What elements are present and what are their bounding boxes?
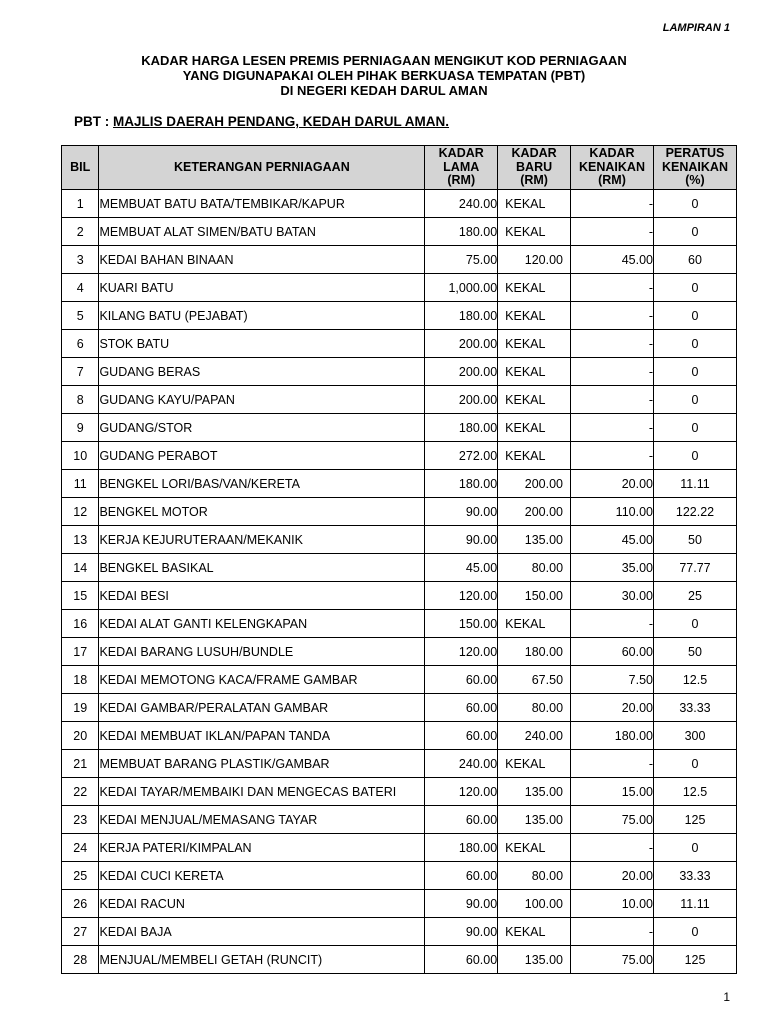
cell-peratus-kenaikan: 0 [653, 918, 736, 946]
cell-peratus-kenaikan: 12.5 [653, 778, 736, 806]
header-kadar-kenaikan: KADAR KENAIKAN (RM) [571, 146, 654, 190]
title-line-2: YANG DIGUNAPAKAI OLEH PIHAK BERKUASA TEMPATAN (PBT) [182, 68, 586, 83]
cell-peratus-kenaikan: 122.22 [653, 498, 736, 526]
cell-keterangan: KERJA PATERI/KIMPALAN [99, 834, 425, 862]
cell-peratus-kenaikan: 77.77 [653, 554, 736, 582]
cell-bil: 7 [62, 358, 99, 386]
table-row [62, 918, 737, 946]
cell-bil: 17 [62, 638, 99, 666]
table-row [62, 470, 737, 498]
cell-keterangan: MEMBUAT BATU BATA/TEMBIKAR/KAPUR [99, 190, 425, 218]
cell-kadar-kenaikan: - [571, 274, 654, 302]
cell-kadar-lama: 60.00 [425, 946, 498, 974]
cell-kadar-baru: 135.00 [498, 946, 571, 974]
cell-kadar-kenaikan: - [571, 330, 654, 358]
table-row [62, 526, 737, 554]
table-row [62, 554, 737, 582]
cell-peratus-kenaikan: 33.33 [653, 862, 736, 890]
cell-peratus-kenaikan: 0 [653, 750, 736, 778]
fee-table [61, 145, 737, 974]
table-header-row [62, 146, 737, 190]
header-kadar-baru: KADAR BARU (RM) [498, 146, 571, 190]
cell-kadar-lama: 60.00 [425, 666, 498, 694]
cell-peratus-kenaikan: 11.11 [653, 890, 736, 918]
cell-bil: 5 [62, 302, 99, 330]
table-row [62, 666, 737, 694]
cell-peratus-kenaikan: 0 [653, 834, 736, 862]
cell-keterangan: KEDAI BAHAN BINAAN [99, 246, 425, 274]
cell-kadar-kenaikan: - [571, 218, 654, 246]
cell-kadar-kenaikan: - [571, 386, 654, 414]
cell-bil: 28 [62, 946, 99, 974]
table-row [62, 610, 737, 638]
table-row [62, 582, 737, 610]
cell-bil: 4 [62, 274, 99, 302]
cell-bil: 15 [62, 582, 99, 610]
document-title [0, 53, 768, 98]
cell-kadar-baru: 135.00 [498, 778, 571, 806]
cell-bil: 25 [62, 862, 99, 890]
cell-kadar-kenaikan: 60.00 [571, 638, 654, 666]
cell-peratus-kenaikan: 0 [653, 218, 736, 246]
cell-keterangan: GUDANG PERABOT [99, 442, 425, 470]
cell-kadar-lama: 60.00 [425, 694, 498, 722]
cell-bil: 26 [62, 890, 99, 918]
cell-kadar-baru: KEKAL [498, 190, 571, 218]
table-row [62, 414, 737, 442]
cell-kadar-lama: 1,000.00 [425, 274, 498, 302]
cell-peratus-kenaikan: 300 [653, 722, 736, 750]
cell-kadar-baru: KEKAL [498, 414, 571, 442]
cell-bil: 19 [62, 694, 99, 722]
cell-kadar-kenaikan: 7.50 [571, 666, 654, 694]
cell-bil: 11 [62, 470, 99, 498]
cell-bil: 20 [62, 722, 99, 750]
cell-kadar-baru: 80.00 [498, 554, 571, 582]
cell-kadar-lama: 60.00 [425, 722, 498, 750]
cell-bil: 24 [62, 834, 99, 862]
cell-kadar-lama: 90.00 [425, 890, 498, 918]
cell-keterangan: KEDAI BAJA [99, 918, 425, 946]
cell-kadar-lama: 180.00 [425, 834, 498, 862]
page-number: 1 [723, 990, 730, 1004]
cell-kadar-kenaikan: - [571, 918, 654, 946]
cell-kadar-baru: KEKAL [498, 218, 571, 246]
header-keterangan: KETERANGAN PERNIAGAAN [99, 146, 425, 190]
header-kadar-lama: KADAR LAMA (RM) [425, 146, 498, 190]
cell-kadar-kenaikan: - [571, 358, 654, 386]
cell-peratus-kenaikan: 0 [653, 442, 736, 470]
cell-kadar-baru: KEKAL [498, 918, 571, 946]
cell-bil: 22 [62, 778, 99, 806]
table-row [62, 890, 737, 918]
cell-peratus-kenaikan: 60 [653, 246, 736, 274]
cell-bil: 3 [62, 246, 99, 274]
table-row [62, 386, 737, 414]
cell-kadar-lama: 180.00 [425, 302, 498, 330]
cell-keterangan: KEDAI ALAT GANTI KELENGKAPAN [99, 610, 425, 638]
cell-kadar-lama: 200.00 [425, 358, 498, 386]
cell-keterangan: GUDANG KAYU/PAPAN [99, 386, 425, 414]
cell-kadar-baru: KEKAL [498, 358, 571, 386]
cell-kadar-lama: 90.00 [425, 498, 498, 526]
cell-kadar-lama: 45.00 [425, 554, 498, 582]
cell-kadar-lama: 60.00 [425, 862, 498, 890]
cell-kadar-kenaikan: 75.00 [571, 806, 654, 834]
cell-kadar-lama: 75.00 [425, 246, 498, 274]
table-body [62, 190, 737, 974]
cell-keterangan: KEDAI TAYAR/MEMBAIKI DAN MENGECAS BATERI [99, 778, 425, 806]
cell-kadar-lama: 90.00 [425, 526, 498, 554]
cell-keterangan: KILANG BATU (PEJABAT) [99, 302, 425, 330]
cell-kadar-lama: 180.00 [425, 218, 498, 246]
title-line-3: DI NEGERI KEDAH DARUL AMAN [280, 83, 488, 98]
cell-kadar-lama: 200.00 [425, 330, 498, 358]
table-row [62, 778, 737, 806]
table-row [62, 694, 737, 722]
cell-peratus-kenaikan: 0 [653, 330, 736, 358]
cell-kadar-baru: 200.00 [498, 470, 571, 498]
table-row [62, 862, 737, 890]
cell-kadar-lama: 200.00 [425, 386, 498, 414]
table-row [62, 302, 737, 330]
cell-kadar-kenaikan: - [571, 442, 654, 470]
table-row [62, 638, 737, 666]
table-row [62, 218, 737, 246]
cell-bil: 23 [62, 806, 99, 834]
cell-keterangan: KERJA KEJURUTERAAN/MEKANIK [99, 526, 425, 554]
cell-keterangan: KEDAI BESI [99, 582, 425, 610]
cell-peratus-kenaikan: 125 [653, 946, 736, 974]
cell-bil: 6 [62, 330, 99, 358]
cell-kadar-kenaikan: - [571, 414, 654, 442]
pbt-name: MAJLIS DAERAH PENDANG, KEDAH DARUL AMAN. [113, 114, 450, 129]
table-row [62, 806, 737, 834]
cell-kadar-baru: KEKAL [498, 386, 571, 414]
cell-kadar-kenaikan: 110.00 [571, 498, 654, 526]
cell-kadar-kenaikan: 75.00 [571, 946, 654, 974]
cell-kadar-kenaikan: 20.00 [571, 694, 654, 722]
cell-kadar-kenaikan: 45.00 [571, 246, 654, 274]
cell-keterangan: STOK BATU [99, 330, 425, 358]
cell-kadar-lama: 60.00 [425, 806, 498, 834]
cell-kadar-lama: 180.00 [425, 414, 498, 442]
cell-bil: 9 [62, 414, 99, 442]
cell-kadar-baru: 200.00 [498, 498, 571, 526]
cell-keterangan: KEDAI BARANG LUSUH/BUNDLE [99, 638, 425, 666]
table-row [62, 750, 737, 778]
header-peratus-kenaikan: PERATUS KENAIKAN (%) [653, 146, 736, 190]
cell-bil: 27 [62, 918, 99, 946]
cell-peratus-kenaikan: 125 [653, 806, 736, 834]
cell-peratus-kenaikan: 12.5 [653, 666, 736, 694]
cell-kadar-baru: 135.00 [498, 526, 571, 554]
cell-bil: 2 [62, 218, 99, 246]
cell-kadar-lama: 150.00 [425, 610, 498, 638]
cell-peratus-kenaikan: 0 [653, 190, 736, 218]
cell-bil: 18 [62, 666, 99, 694]
cell-keterangan: KEDAI MEMBUAT IKLAN/PAPAN TANDA [99, 722, 425, 750]
cell-kadar-baru: 135.00 [498, 806, 571, 834]
cell-keterangan: KEDAI MENJUAL/MEMASANG TAYAR [99, 806, 425, 834]
cell-kadar-lama: 240.00 [425, 190, 498, 218]
cell-peratus-kenaikan: 0 [653, 610, 736, 638]
cell-kadar-lama: 90.00 [425, 918, 498, 946]
table-row [62, 246, 737, 274]
cell-bil: 10 [62, 442, 99, 470]
cell-peratus-kenaikan: 0 [653, 358, 736, 386]
cell-kadar-baru: 240.00 [498, 722, 571, 750]
cell-keterangan: BENGKEL LORI/BAS/VAN/KERETA [99, 470, 425, 498]
cell-kadar-kenaikan: 20.00 [571, 862, 654, 890]
pbt-label: PBT : [74, 114, 110, 129]
cell-kadar-baru: 150.00 [498, 582, 571, 610]
cell-kadar-baru: KEKAL [498, 274, 571, 302]
cell-kadar-lama: 180.00 [425, 470, 498, 498]
table-row [62, 722, 737, 750]
cell-peratus-kenaikan: 33.33 [653, 694, 736, 722]
table-row [62, 946, 737, 974]
cell-peratus-kenaikan: 50 [653, 638, 736, 666]
table-row [62, 498, 737, 526]
table-row [62, 190, 737, 218]
cell-kadar-kenaikan: 35.00 [571, 554, 654, 582]
cell-kadar-lama: 120.00 [425, 778, 498, 806]
cell-kadar-kenaikan: 180.00 [571, 722, 654, 750]
cell-kadar-baru: KEKAL [498, 834, 571, 862]
cell-keterangan: KEDAI RACUN [99, 890, 425, 918]
cell-kadar-kenaikan: 15.00 [571, 778, 654, 806]
cell-kadar-lama: 240.00 [425, 750, 498, 778]
cell-bil: 14 [62, 554, 99, 582]
lampiran-label: LAMPIRAN 1 [662, 22, 730, 34]
cell-keterangan: GUDANG BERAS [99, 358, 425, 386]
cell-kadar-baru: KEKAL [498, 610, 571, 638]
table-row [62, 274, 737, 302]
cell-bil: 1 [62, 190, 99, 218]
cell-bil: 13 [62, 526, 99, 554]
table-row [62, 442, 737, 470]
cell-kadar-baru: KEKAL [498, 750, 571, 778]
cell-keterangan: GUDANG/STOR [99, 414, 425, 442]
cell-keterangan: KUARI BATU [99, 274, 425, 302]
cell-kadar-kenaikan: 20.00 [571, 470, 654, 498]
cell-peratus-kenaikan: 0 [653, 386, 736, 414]
cell-peratus-kenaikan: 50 [653, 526, 736, 554]
cell-kadar-lama: 120.00 [425, 582, 498, 610]
cell-keterangan: KEDAI MEMOTONG KACA/FRAME GAMBAR [99, 666, 425, 694]
table-row [62, 834, 737, 862]
cell-kadar-kenaikan: - [571, 190, 654, 218]
cell-kadar-baru: 180.00 [498, 638, 571, 666]
cell-kadar-lama: 272.00 [425, 442, 498, 470]
cell-kadar-baru: 80.00 [498, 862, 571, 890]
cell-bil: 12 [62, 498, 99, 526]
cell-kadar-kenaikan: 45.00 [571, 526, 654, 554]
cell-kadar-kenaikan: - [571, 750, 654, 778]
cell-kadar-baru: 100.00 [498, 890, 571, 918]
cell-keterangan: MEMBUAT BARANG PLASTIK/GAMBAR [99, 750, 425, 778]
cell-keterangan: MEMBUAT ALAT SIMEN/BATU BATAN [99, 218, 425, 246]
cell-keterangan: KEDAI GAMBAR/PERALATAN GAMBAR [99, 694, 425, 722]
cell-kadar-baru: KEKAL [498, 302, 571, 330]
cell-kadar-baru: KEKAL [498, 442, 571, 470]
cell-keterangan: BENGKEL BASIKAL [99, 554, 425, 582]
cell-bil: 8 [62, 386, 99, 414]
cell-kadar-baru: KEKAL [498, 330, 571, 358]
cell-kadar-kenaikan: - [571, 302, 654, 330]
cell-kadar-baru: 80.00 [498, 694, 571, 722]
cell-keterangan: KEDAI CUCI KERETA [99, 862, 425, 890]
cell-peratus-kenaikan: 0 [653, 274, 736, 302]
cell-keterangan: BENGKEL MOTOR [99, 498, 425, 526]
table-row [62, 330, 737, 358]
cell-keterangan: MENJUAL/MEMBELI GETAH (RUNCIT) [99, 946, 425, 974]
cell-kadar-kenaikan: 30.00 [571, 582, 654, 610]
cell-kadar-lama: 120.00 [425, 638, 498, 666]
header-bil: BIL [62, 146, 99, 190]
cell-peratus-kenaikan: 25 [653, 582, 736, 610]
cell-kadar-kenaikan: - [571, 610, 654, 638]
cell-kadar-kenaikan: 10.00 [571, 890, 654, 918]
cell-kadar-baru: 67.50 [498, 666, 571, 694]
pbt-line [74, 114, 449, 129]
cell-kadar-kenaikan: - [571, 834, 654, 862]
title-line-1: KADAR HARGA LESEN PREMIS PERNIAGAAN MENGIKUT KOD PERNIAGAAN [141, 53, 627, 68]
cell-bil: 21 [62, 750, 99, 778]
cell-peratus-kenaikan: 0 [653, 302, 736, 330]
cell-peratus-kenaikan: 0 [653, 414, 736, 442]
cell-bil: 16 [62, 610, 99, 638]
cell-peratus-kenaikan: 11.11 [653, 470, 736, 498]
table-row [62, 358, 737, 386]
cell-kadar-baru: 120.00 [498, 246, 571, 274]
